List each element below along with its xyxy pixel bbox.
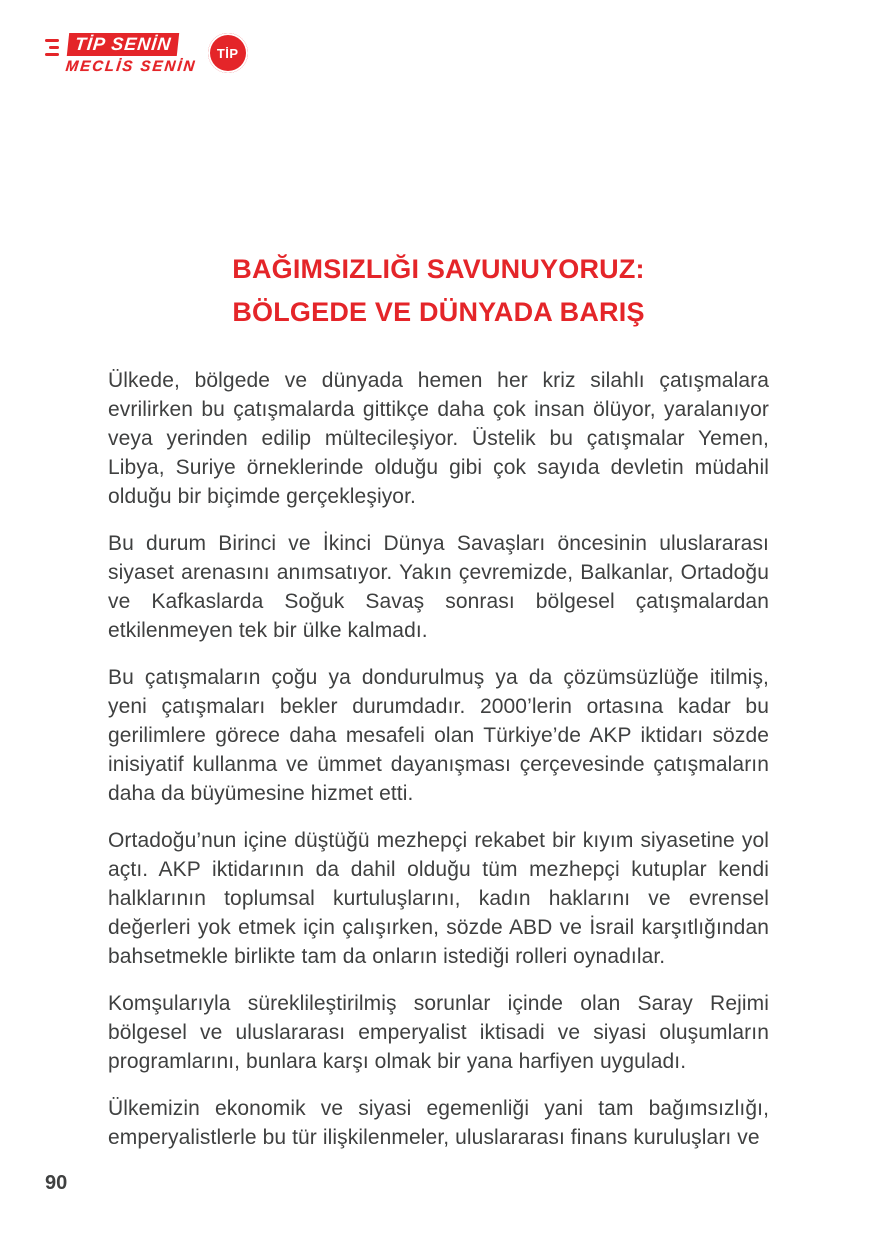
paragraph-1: Ülkede, bölgede ve dünyada hemen her kriz silahlı çatışmalara evrilirken bu çatışmalarda gittikçe daha çok insan ölüyor, yaralanıyor veya yerinden edilip mültecileşiyor. Üstelik bu çatışmalar Yemen, Libya, Suriye örneklerinde olduğu gibi çok sayıda devletin müdahil olduğu bir biçimde gerçekleşiyor. <box>108 369 769 509</box>
tip-emblem-label: TİP <box>216 45 239 61</box>
section-title-line2: BÖLGEDE VE DÜNYADA BARIŞ <box>232 297 645 328</box>
paragraph-2: Bu durum Birinci ve İkinci Dünya Savaşları öncesinin uluslararası siyaset arenasını anımsatıyor. Yakın çevremizde, Balkanlar, Ortadoğu ve Kafkaslarda Soğuk Savaş sonrası bölgesel çatışmalardan etkilenmeyen tek bir ülke kalmadı. <box>108 532 769 643</box>
paragraph-3: Bu çatışmaların çoğu ya dondurulmuş ya da çözümsüzlüğe itilmiş, yeni çatışmaları bekler durumdadır. 2000’lerin ortasına kadar bu gerilimlere görece daha mesafeli olan Türkiye’de AKP iktidarı sözde inisiyatif kullanma ve ümmet dayanışması çerçevesinde çatışmaların daha da büyümesine hizmet etti. <box>108 666 769 806</box>
body-text <box>108 366 769 1152</box>
page-content <box>108 248 769 1152</box>
page-number: 90 <box>45 1172 68 1194</box>
section-title <box>108 248 769 334</box>
tip-emblem-icon <box>208 33 248 73</box>
logo-slogan-line1: TİP SENİN <box>67 33 180 56</box>
section-title-line1: BAĞIMSIZLIĞI SAVUNUYORUZ: <box>232 254 645 284</box>
logo-slogan-line2: MECLİS SENİN <box>64 57 198 75</box>
paragraph-5: Komşularıyla süreklileştirilmiş sorunlar içinde olan Saray Rejimi bölgesel ve uluslararası emperyalist iktisadi ve siyasi oluşumların programlarını, bunlara karşı olmak bir yana harfiyen uyguladı. <box>108 992 769 1074</box>
tip-party-logo <box>45 33 248 75</box>
logo-text <box>65 33 200 75</box>
speed-lines-icon <box>45 39 59 56</box>
paragraph-4: Ortadoğu’nun içine düştüğü mezhepçi rekabet bir kıyım siyasetine yol açtı. AKP iktidarının da dahil olduğu tüm mezhepçi kutuplar kendi halklarının toplumsal kurtuluşlarını, kadın haklarını ve evrensel değerleri yok etmek için çalışırken, sözde ABD ve İsrail karşıtlığından bahsetmekle birlikte tam da onların istediği rolleri oynadılar. <box>108 829 769 969</box>
paragraph-6: Ülkemizin ekonomik ve siyasi egemenliği yani tam bağımsızlığı, emperyalistlerle bu tür ilişkilenmeler, uluslararası finans kuruluşları ve <box>108 1097 769 1150</box>
